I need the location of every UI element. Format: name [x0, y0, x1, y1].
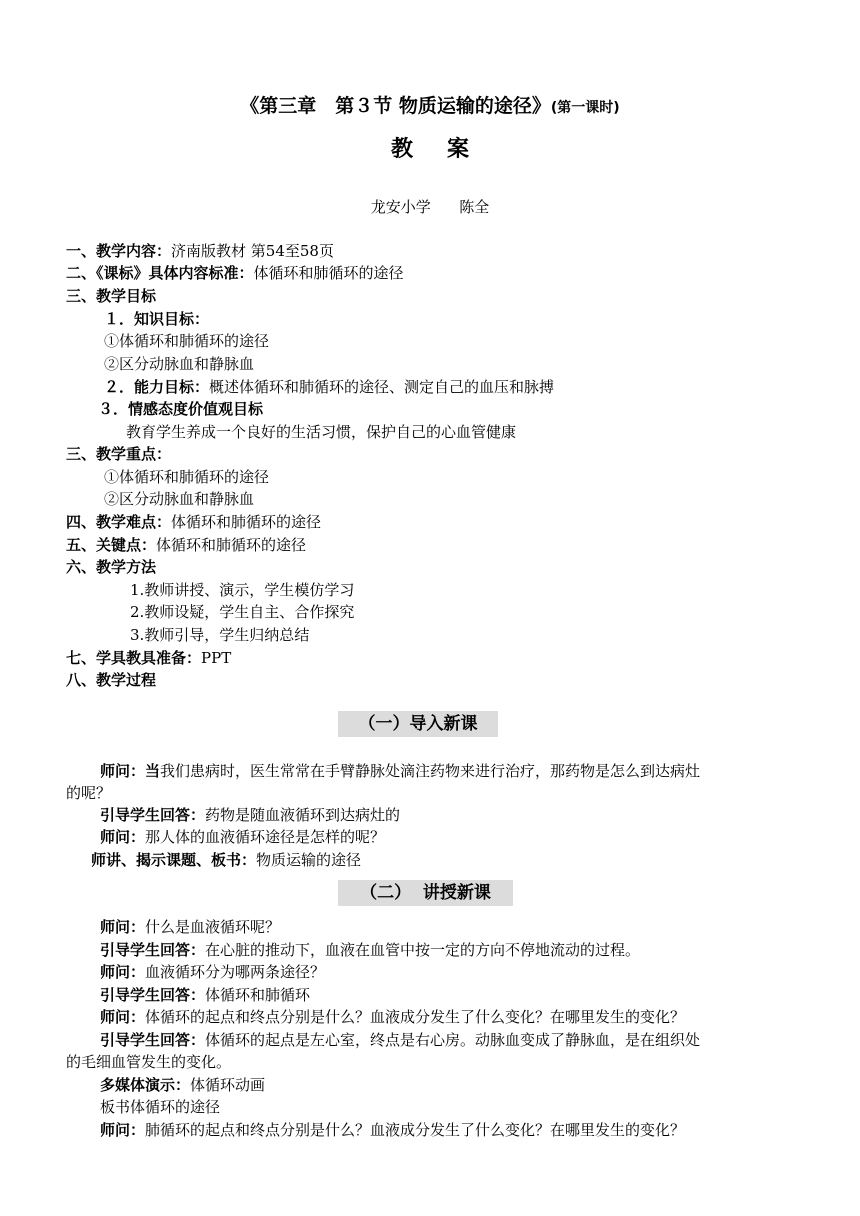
author-line: 龙安小学 陈全: [370, 198, 490, 216]
label: 引导学生回答：: [100, 986, 206, 1004]
label: ２．能力目标：: [104, 378, 210, 396]
lesson-question-2: [100, 961, 325, 983]
label: 一、教学内容：: [66, 242, 172, 260]
label: 引导学生回答：: [100, 806, 206, 824]
outline-difficulty: [66, 511, 321, 533]
lesson-question-4: [100, 1119, 685, 1141]
objective-ability: [104, 376, 554, 398]
document-subtitle: 教案: [390, 137, 503, 162]
intro-student-answer: [100, 804, 400, 826]
knowledge-item-2: ②区分动脉血和静脉血: [104, 355, 255, 373]
text: 体循环动画: [190, 1076, 266, 1094]
section-heading-new-lesson: （二） 讲授新课: [338, 880, 513, 906]
label: 师问：当: [100, 762, 161, 780]
section-heading-intro: （一）导入新课: [338, 711, 498, 737]
label: 四、教学难点：: [66, 513, 172, 531]
knowledge-item-1: ①体循环和肺循环的途径: [104, 332, 270, 350]
title-main: 《第三章 第３节 物质运输的途径》: [240, 95, 551, 117]
label: 七、学具教具准备：: [66, 649, 202, 667]
text: 体循环和肺循环的途径: [171, 513, 322, 531]
label: 师问：: [100, 1121, 146, 1139]
label: 师问：: [100, 918, 146, 936]
text: 物质运输的途径: [256, 851, 362, 869]
lesson-question-3: [100, 1006, 685, 1028]
label: 师问：: [100, 828, 146, 846]
outline-standard: [66, 262, 404, 284]
text: 那人体的血液循环途径是怎样的呢？: [145, 828, 386, 846]
outline-content: [66, 240, 334, 262]
text: 肺循环的起点和终点分别是什么？血液成分发生了什么变化？在哪里发生的变化？: [145, 1121, 686, 1139]
text: 体循环和肺循环的途径: [156, 536, 307, 554]
key-point-1: ①体循环和肺循环的途径: [104, 468, 270, 486]
text: 药物是随血液循环到达病灶的: [205, 806, 401, 824]
lesson-answer-2: [100, 984, 310, 1006]
outline-key-points: 三、教学重点：: [66, 445, 172, 463]
text: 体循环的起点和终点分别是什么？血液成分发生了什么变化？在哪里发生的变化？: [145, 1008, 686, 1026]
intro-teacher-question: [100, 760, 700, 782]
lesson-multimedia: [100, 1074, 265, 1096]
emotion-text: 教育学生养成一个良好的生活习惯，保护自己的心血管健康: [126, 423, 517, 441]
text: 什么是血液循环呢？: [145, 918, 281, 936]
outline-methods: 六、教学方法: [66, 558, 157, 576]
label: 师问：: [100, 963, 146, 981]
method-3: 3.教师引导，学生归纳总结: [130, 626, 310, 644]
text: 在心脏的推动下，血液在血管中按一定的方向不停地流动的过程。: [205, 941, 641, 959]
label: 二、《课标》具体内容标准：: [66, 264, 254, 282]
lesson-answer-3-continued: 的毛细血管发生的变化。: [66, 1053, 232, 1071]
objective-knowledge: １．知识目标：: [104, 310, 210, 328]
lesson-answer-1: [100, 939, 640, 961]
text: PPT: [201, 649, 232, 667]
outline-key: [66, 534, 306, 556]
method-1: 1.教师讲授、演示，学生模仿学习: [130, 581, 355, 599]
key-point-2: ②区分动脉血和静脉血: [104, 490, 255, 508]
objective-emotion: ３．情感态度价值观目标: [98, 400, 264, 418]
text: 体循环和肺循环: [205, 986, 311, 1004]
text: 血液循环分为哪两条途径？: [145, 963, 326, 981]
label: 师问：: [100, 1008, 146, 1026]
text: 概述体循环和肺循环的途径、测定自己的血压和脉搏: [209, 378, 555, 396]
method-2: 2.教师设疑，学生自主、合作探究: [130, 603, 355, 621]
outline-objectives: 三、教学目标: [66, 287, 157, 305]
text: 济南版教材 第54至58页: [171, 242, 334, 260]
text: 体循环的起点是左心室，终点是右心房。动脉血变成了静脉血，是在组织处: [205, 1031, 701, 1049]
label: 师讲、揭示课题、板书：: [91, 851, 257, 869]
intro-topic: [91, 849, 361, 871]
label: 引导学生回答：: [100, 1031, 206, 1049]
label: 引导学生回答：: [100, 941, 206, 959]
title-lesson-note: (第一课时): [550, 100, 620, 116]
intro-question-continued: 的呢？: [66, 784, 112, 802]
label: 多媒体演示：: [100, 1076, 191, 1094]
outline-process: 八、教学过程: [66, 671, 157, 689]
lesson-answer-3: [100, 1029, 700, 1051]
lesson-question-1: [100, 916, 280, 938]
text: 体循环和肺循环的途径: [253, 264, 404, 282]
intro-teacher-question-2: [100, 826, 385, 848]
lesson-board-note: 板书体循环的途径: [100, 1098, 221, 1116]
document-title: [0, 93, 860, 121]
outline-materials: [66, 647, 231, 669]
label: 五、关键点：: [66, 536, 157, 554]
text: 我们患病时，医生常常在手臂静脉处滴注药物来进行治疗，那药物是怎么到达病灶: [160, 762, 701, 780]
